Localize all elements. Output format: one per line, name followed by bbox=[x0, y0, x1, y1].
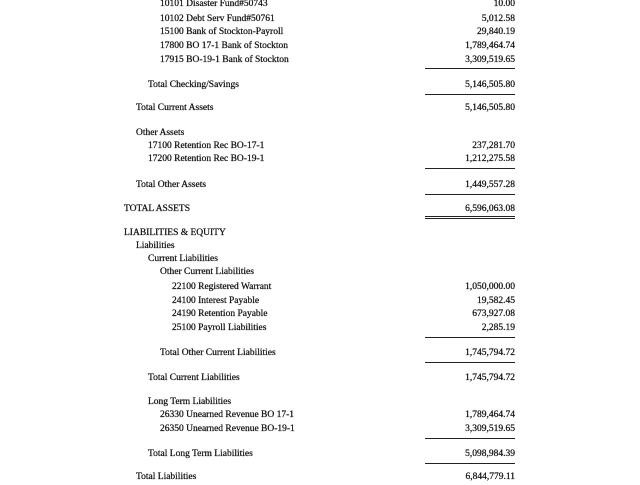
total-label: Total Other Current Liabilities bbox=[160, 348, 276, 358]
account-label: 10102 Debt Serv Fund#50761 bbox=[160, 14, 275, 24]
total-amount: 5,146,505.80 bbox=[465, 80, 515, 90]
account-amount: 29,840.19 bbox=[477, 27, 515, 37]
total-amount: 1,745,794.72 bbox=[465, 373, 515, 383]
section-heading-row bbox=[0, 128, 640, 141]
account-label: 22100 Registered Warrant bbox=[172, 282, 272, 292]
total-amount: 5,146,505.80 bbox=[465, 103, 515, 113]
account-label: 25100 Payroll Liabilities bbox=[172, 323, 267, 333]
account-amount: 3,309,519.65 bbox=[465, 424, 515, 434]
other-current-liabilities-heading: Other Current Liabilities bbox=[160, 267, 254, 277]
subtotal-rule bbox=[425, 94, 515, 95]
account-amount: 3,309,519.65 bbox=[465, 55, 515, 65]
account-label: 17200 Retention Rec BO-19-1 bbox=[148, 154, 265, 164]
section-heading-row bbox=[0, 267, 640, 280]
total-checking-savings-row bbox=[0, 80, 640, 93]
account-label: 24100 Interest Payable bbox=[172, 296, 260, 306]
account-row bbox=[0, 141, 640, 154]
account-label: 26350 Unearned Revenue BO-19-1 bbox=[160, 424, 295, 434]
total-label: Total Long Term Liabilities bbox=[148, 449, 253, 459]
subtotal-rule bbox=[425, 463, 515, 464]
section-heading-row bbox=[0, 254, 640, 267]
liabilities-heading: Liabilities bbox=[136, 241, 175, 251]
account-label: 17800 BO 17-1 Bank of Stockton bbox=[160, 41, 288, 51]
total-amount: 1,449,557.28 bbox=[465, 180, 515, 190]
account-row bbox=[0, 410, 640, 423]
account-row bbox=[0, 154, 640, 167]
account-amount: 19,582.45 bbox=[477, 296, 515, 306]
total-long-term-liabilities-row bbox=[0, 449, 640, 462]
account-row bbox=[0, 0, 640, 12]
subtotal-rule bbox=[425, 68, 515, 69]
account-row bbox=[0, 323, 640, 336]
total-other-current-liabilities-row bbox=[0, 348, 640, 361]
total-liabilities-row bbox=[0, 472, 640, 485]
total-label: Total Current Assets bbox=[136, 103, 214, 113]
section-heading-row bbox=[0, 228, 640, 241]
account-row bbox=[0, 282, 640, 295]
subtotal-rule bbox=[425, 438, 515, 439]
total-label: Total Other Assets bbox=[136, 180, 207, 190]
section-heading-row bbox=[0, 397, 640, 410]
total-label: Total Liabilities bbox=[136, 472, 197, 482]
account-label: 10101 Disaster Fund#50743 bbox=[160, 0, 268, 9]
current-liabilities-heading: Current Liabilities bbox=[148, 254, 218, 264]
total-amount: 6,596,063.08 bbox=[465, 204, 515, 214]
account-row bbox=[0, 296, 640, 309]
account-amount: 2,285.19 bbox=[481, 323, 515, 333]
grand-total-rule bbox=[425, 216, 515, 219]
subtotal-rule bbox=[425, 168, 515, 169]
total-assets-row bbox=[0, 204, 640, 217]
account-amount: 673,927.08 bbox=[472, 309, 515, 319]
total-current-liabilities-row bbox=[0, 373, 640, 386]
subtotal-rule bbox=[425, 337, 515, 338]
account-label: 17915 BO-19-1 Bank of Stockton bbox=[160, 55, 289, 65]
total-amount: 5,098,984.39 bbox=[465, 449, 515, 459]
subtotal-rule bbox=[425, 194, 515, 195]
total-label: Total Current Liabilities bbox=[148, 373, 240, 383]
account-amount: 237,281.70 bbox=[472, 141, 515, 151]
total-amount: 1,745,794.72 bbox=[465, 348, 515, 358]
account-label: 24190 Retention Payable bbox=[172, 309, 268, 319]
total-current-assets-row bbox=[0, 103, 640, 116]
total-amount: 6,844,779.11 bbox=[465, 472, 515, 482]
account-amount: 1,789,464.74 bbox=[465, 410, 515, 420]
account-row bbox=[0, 27, 640, 40]
account-row bbox=[0, 309, 640, 322]
account-row bbox=[0, 14, 640, 27]
account-row bbox=[0, 41, 640, 54]
section-heading-row bbox=[0, 241, 640, 254]
account-amount: 1,050,000.00 bbox=[465, 282, 515, 292]
account-amount: 10.00 bbox=[493, 0, 515, 9]
account-amount: 1,789,464.74 bbox=[465, 41, 515, 51]
account-row bbox=[0, 55, 640, 68]
total-label: Total Checking/Savings bbox=[148, 80, 239, 90]
account-label: 26330 Unearned Revenue BO 17-1 bbox=[160, 410, 295, 420]
account-label: 15100 Bank of Stockton-Payroll bbox=[160, 27, 284, 37]
liabilities-equity-heading: LIABILITIES & EQUITY bbox=[124, 228, 226, 238]
account-row bbox=[0, 424, 640, 437]
account-amount: 1,212,275.58 bbox=[465, 154, 515, 164]
total-label: TOTAL ASSETS bbox=[124, 204, 191, 214]
subtotal-rule bbox=[425, 362, 515, 363]
total-other-assets-row bbox=[0, 180, 640, 193]
account-label: 17100 Retention Rec BO-17-1 bbox=[148, 141, 265, 151]
other-assets-heading: Other Assets bbox=[136, 128, 185, 138]
account-amount: 5,012.58 bbox=[481, 14, 515, 24]
long-term-liabilities-heading: Long Term Liabilities bbox=[148, 397, 232, 407]
